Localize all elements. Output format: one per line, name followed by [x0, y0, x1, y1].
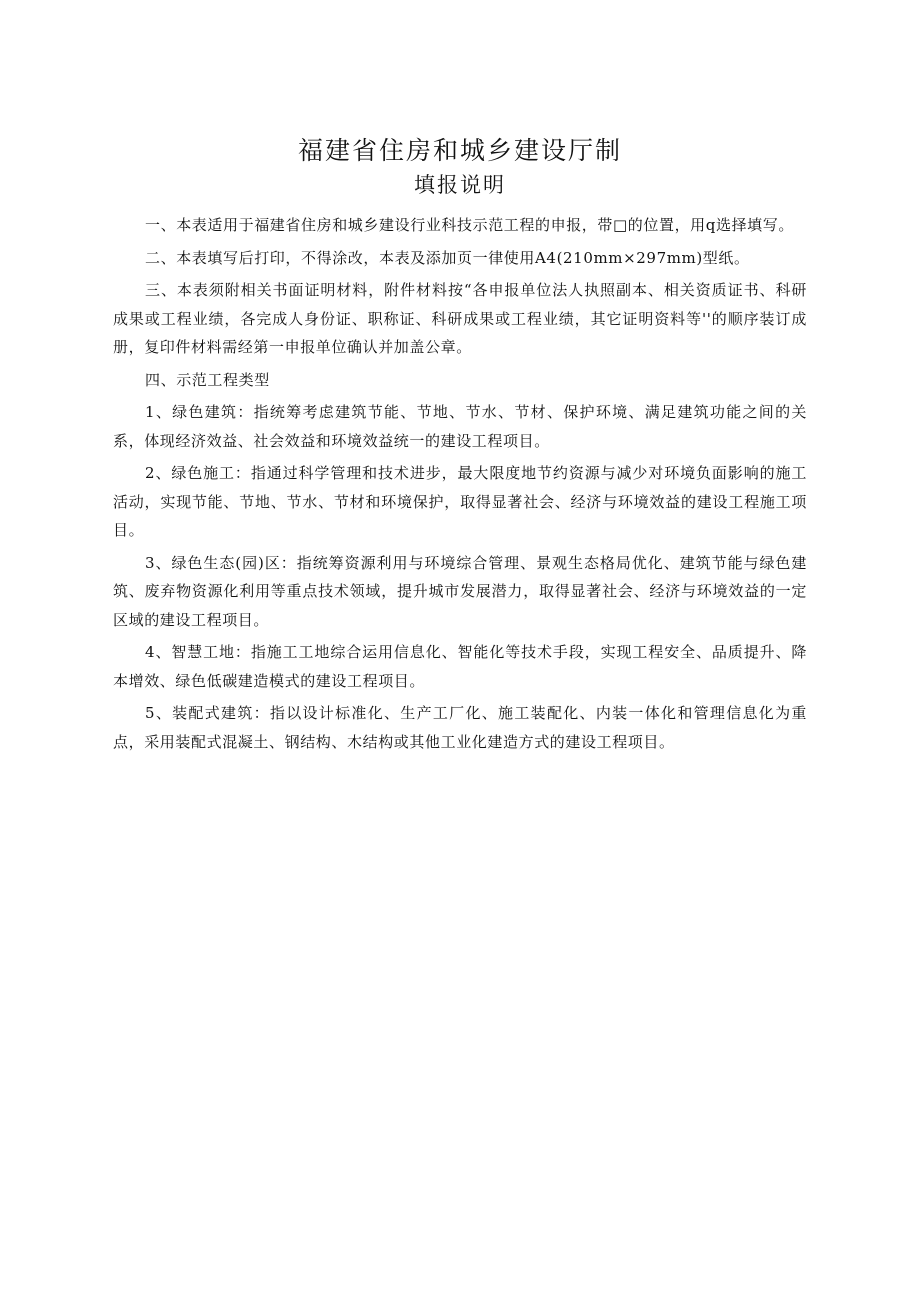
instruction-paragraph: 三、本表须附相关书面证明材料，附件材料按“各申报单位法人执照副本、相关资质证书、科研成果或工程业绩，各完成人身份证、职称证、科研成果或工程业绩，其它证明资料等''的顺序装订成册，复印件材料需经第一申报单位确认并加盖公章。	[113, 281, 807, 356]
instruction-paragraph: 二、本表填写后打印，不得涂改，本表及添加页一律使用A4(210mm×297mm)型纸。	[145, 248, 750, 267]
instruction-paragraph: 一、本表适用于福建省住房和城乡建设行业科技示范工程的申报，带□的位置，用q选择填写。	[145, 216, 794, 234]
instructions-body	[113, 211, 807, 760]
project-type-paragraph: 5、装配式建筑：指以设计标准化、生产工厂化、施工装配化、内装一体化和管理信息化为重点，采用装配式混凝土、钢结构、木结构或其他工业化建造方式的建设工程项目。	[113, 704, 807, 751]
doc-title: 填报说明	[414, 173, 506, 197]
org-title: 福建省住房和城乡建设厅制	[297, 136, 622, 165]
project-type-paragraph: 4、智慧工地：指施工工地综合运用信息化、智能化等技术手段，实现工程安全、品质提升、降本增效、绿色低碳建造模式的建设工程项目。	[113, 643, 807, 690]
project-type-paragraph: 2、绿色施工：指通过科学管理和技术进步，最大限度地节约资源与减少对环境负面影响的施工活动，实现节能、节地、节水、节材和环境保护，取得显著社会、经济与环境效益的建设工程施工项目。	[113, 464, 807, 539]
project-type-paragraph: 1、绿色建筑：指统筹考虑建筑节能、节地、节水、节材、保护环境、满足建筑功能之间的关系，体现经济效益、社会效益和环境效益统一的建设工程项目。	[113, 403, 807, 450]
project-type-paragraph: 3、绿色生态(园)区：指统筹资源利用与环境综合管理、景观生态格局优化、建筑节能与绿色建筑、废弃物资源化利用等重点技术领域，提升城市发展潜力，取得显著社会、经济与环境效益的一定区域的建设工程项目。	[113, 553, 807, 629]
section-heading: 四、示范工程类型	[145, 370, 270, 389]
